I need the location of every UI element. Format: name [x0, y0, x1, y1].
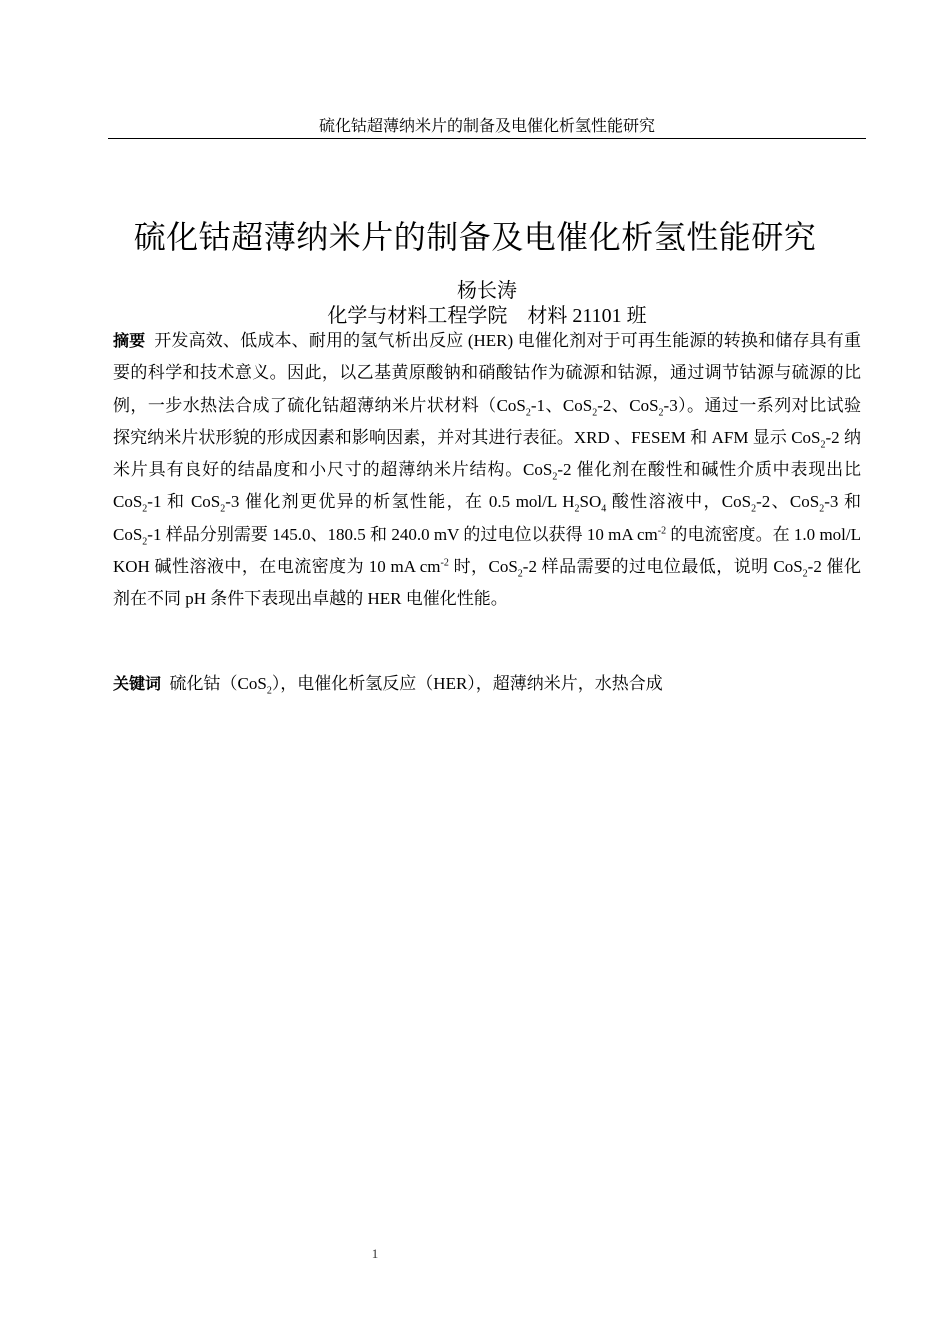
author-name: 杨长涛	[457, 280, 517, 302]
keywords-label: 关键词	[113, 674, 162, 693]
abstract-text: 酸性溶液中，CoS	[606, 492, 752, 512]
subscript: 2	[142, 536, 148, 548]
keywords-text: 硫化钴（CoS	[169, 674, 267, 693]
abstract-text: -3 催化剂更优异的析氢性能，在 0.5 mol/L H	[225, 492, 575, 512]
abstract-text: -3）。通过一系列对比试验探究纳米片状形貌的形成因素和影响因素，并对其进行表征。XRD 、FESEM 和 AFM 显示 CoS	[113, 395, 861, 447]
subscript: 2	[220, 503, 226, 515]
abstract-text: -2、CoS	[597, 395, 659, 415]
subscript: 2	[819, 503, 825, 515]
abstract-label: 摘要	[113, 331, 146, 350]
paper-title: 硫化钴超薄纳米片的制备及电催化析氢性能研究	[133, 218, 817, 256]
abstract-text: -2 催化剂在酸性和碱性介质中表现出比 CoS	[113, 460, 861, 512]
abstract-text: -1、CoS	[530, 395, 593, 415]
subscript: 2	[658, 406, 664, 418]
abstract-text: -2 催化剂在不同 pH 条件下表现出卓越的 HER 电催化性能。	[113, 557, 861, 609]
subscript: 2	[751, 503, 757, 515]
abstract-text: 的电流密度。在 1.0 mol/L KOH 碱性溶液中，在电流密度为 10 mA cm	[113, 524, 861, 577]
subscript: 2	[142, 503, 148, 515]
running-header: 硫化钴超薄纳米片的制备及电催化析氢性能研究	[318, 118, 655, 135]
abstract	[113, 325, 861, 616]
superscript: -2	[440, 557, 449, 569]
subscript: 2	[517, 568, 523, 580]
subscript: 2	[574, 503, 580, 515]
page-number: 1	[371, 1246, 379, 1261]
superscript: -2	[657, 525, 667, 537]
abstract-text: 时，CoS	[448, 557, 518, 577]
subscript: 2	[802, 568, 808, 580]
abstract-text: -2 纳米片具有良好的结晶度和小尺寸的超薄纳米片结构。CoS	[113, 427, 861, 480]
header-rule	[108, 138, 866, 139]
abstract-text: -1 样品分别需要 145.0、180.5 和 240.0 mV 的过电位以获得 10 mA cm	[147, 524, 658, 544]
author-affiliation: 化学与材料工程学院 材料 21101 班	[327, 305, 647, 327]
abstract-text: -2、CoS	[756, 492, 820, 512]
abstract-text: -3 和 CoS	[113, 492, 861, 544]
keywords	[113, 669, 861, 699]
keywords-text: ），电催化析氢反应（HER），超薄纳米片，水热合成	[271, 674, 663, 693]
abstract-text: SO	[579, 492, 602, 512]
subscript: 2	[820, 439, 826, 451]
subscript: 4	[601, 503, 607, 515]
subscript: 2	[552, 471, 558, 483]
abstract-text: -1 和 CoS	[147, 492, 221, 512]
subscript: 2	[266, 685, 272, 697]
abstract-text: -2 样品需要的过电位最低，说明 CoS	[522, 557, 803, 577]
abstract-text: 开发高效、低成本、耐用的氢气析出反应 (HER) 电催化剂对于可再生能源的转换和储存具有重要的科学和技术意义。因此，以乙基黄原酸钠和硝酸钴作为硫源和钴源，通过调节钴源与硫源的比例，一步水热法合成了硫化钴超薄纳米片状材料（CoS	[113, 331, 861, 415]
subscript: 2	[525, 406, 531, 418]
subscript: 2	[592, 406, 598, 418]
